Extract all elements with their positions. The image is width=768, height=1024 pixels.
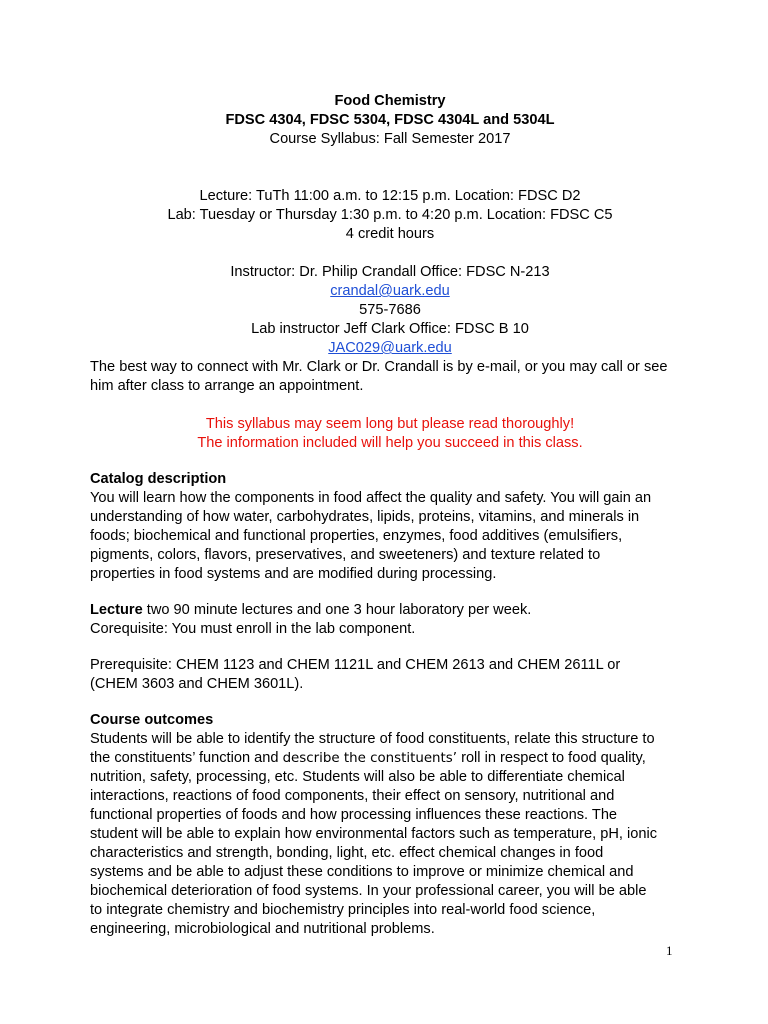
corequisite: Corequisite: You must enroll in the lab component.: [90, 621, 416, 637]
credit-hours: 4 credit hours: [345, 226, 435, 242]
spacer: [90, 244, 690, 263]
prerequisite-line: Prerequisite: CHEM 1123 and CHEM 1121L and CHEM 2613 and CHEM 2611L or: [90, 657, 621, 673]
lecture-text: two 90 minute lectures and one 3 hour laboratory per week.: [142, 602, 532, 618]
outcomes-line: functional properties of foods and how processing influences these reactions. The: [90, 807, 618, 823]
schedule-block: [90, 187, 690, 244]
outcomes-line: interactions, reactions of food components, their effect on sensory, nutritional and: [90, 788, 615, 804]
header-block: [90, 92, 690, 149]
catalog-line: foods; biochemical and functional properties, enzymes, food additives (emulsifiers,: [90, 528, 623, 544]
instructor-phone: 575-7686: [359, 302, 421, 318]
outcomes-line: Students will be able to identify the structure of food constituents, relate this structure to: [90, 731, 655, 747]
catalog-heading: Catalog description: [90, 471, 227, 487]
outcomes-text: roll in respect to food quality,: [457, 750, 646, 766]
spacer: [90, 584, 690, 601]
spacer: [90, 453, 690, 470]
lecture-label: Lecture: [90, 602, 143, 618]
outcomes-line: to integrate chemistry and biochemistry principles into real-world food science,: [90, 902, 596, 918]
outcomes-line: biochemical deterioration of food systems. In your professional career, you will be able: [90, 883, 647, 899]
lab-instructor-info: Lab instructor Jeff Clark Office: FDSC B 10: [251, 321, 529, 337]
catalog-line: understanding of how water, carbohydrates, lipids, proteins, vitamins, and minerals in: [90, 509, 640, 525]
course-title: Food Chemistry: [334, 93, 446, 109]
spacer: [90, 149, 690, 187]
lab-instructor-email-link[interactable]: JAC029@uark.edu: [328, 340, 452, 356]
prerequisite-line: (CHEM 3603 and CHEM 3601L).: [90, 676, 304, 692]
outcomes-line: systems and be able to adjust these conditions to improve or minimize chemical and: [90, 864, 634, 880]
notice-line: This syllabus may seem long but please read thoroughly!: [205, 416, 575, 432]
spacer: [90, 694, 690, 711]
syllabus-page: [90, 92, 690, 939]
spacer: [90, 396, 690, 415]
notice-line: The information included will help you succeed in this class.: [197, 435, 583, 451]
contact-note-line: him after class to arrange an appointment.: [90, 378, 364, 394]
catalog-line: You will learn how the components in food affect the quality and safety. You will gain an: [90, 490, 652, 506]
catalog-line: pigments, colors, flavors, preservatives, and sweeteners) and texture related to: [90, 547, 601, 563]
spacer: [90, 639, 690, 656]
contact-note-line: The best way to connect with Mr. Clark or Dr. Crandall is by e-mail, or you may call or see: [90, 359, 668, 375]
outcomes-text: the constituents’ function and: [90, 750, 283, 766]
course-codes: FDSC 4304, FDSC 5304, FDSC 4304L and 5304L: [225, 112, 555, 128]
syllabus-semester: Course Syllabus: Fall Semester 2017: [269, 131, 511, 147]
outcomes-line: [90, 749, 690, 768]
catalog-section: [90, 470, 690, 584]
page-number: 1: [666, 943, 673, 958]
catalog-line: properties in food systems and are modified during processing.: [90, 566, 497, 582]
lecture-line: [90, 601, 690, 620]
contacts-block: [90, 263, 690, 358]
lab-schedule: Lab: Tuesday or Thursday 1:30 p.m. to 4:20 p.m. Location: FDSC C5: [167, 207, 613, 223]
outcomes-line: student will be able to explain how environmental factors such as temperature, pH, ionic: [90, 826, 658, 842]
read-notice: [90, 415, 690, 453]
prerequisite-section: [90, 656, 690, 694]
outcomes-text-alt-font: describe the constituents’: [282, 751, 458, 766]
outcomes-heading: Course outcomes: [90, 712, 214, 728]
instructor-info: Instructor: Dr. Philip Crandall Office: FDSC N-213: [230, 264, 550, 280]
lecture-section: [90, 601, 690, 639]
outcomes-line: engineering, microbiological and nutritional problems.: [90, 921, 435, 937]
lecture-schedule: Lecture: TuTh 11:00 a.m. to 12:15 p.m. Location: FDSC D2: [199, 188, 581, 204]
contact-note: [90, 358, 690, 396]
instructor-email-link[interactable]: crandal@uark.edu: [330, 283, 450, 299]
outcomes-line: nutrition, safety, processing, etc. Students will also be able to differentiate chemical: [90, 769, 625, 785]
outcomes-line: characteristics and strength, bonding, light, etc. effect chemical changes in food: [90, 845, 604, 861]
outcomes-section: [90, 711, 690, 939]
